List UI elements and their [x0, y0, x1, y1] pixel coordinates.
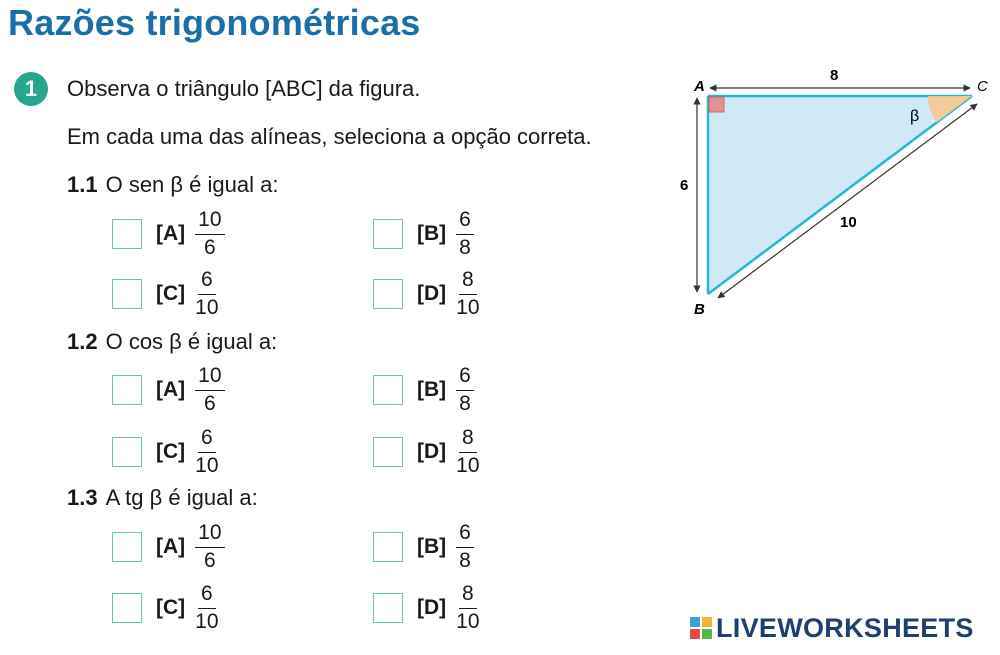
angle-beta-marker	[928, 96, 972, 122]
vertex-c-label: C	[977, 78, 988, 95]
side-ac-label: 8	[830, 67, 839, 84]
option-letter: [A]	[156, 535, 186, 558]
denominator: 8	[459, 236, 471, 259]
subquestion-text: O sen β é igual a:	[105, 172, 279, 197]
fraction	[456, 268, 479, 320]
denominator: 6	[203, 549, 216, 572]
checkbox[interactable]	[112, 279, 142, 309]
subquestion-1-3	[67, 485, 258, 511]
option-1-3-b[interactable]	[373, 517, 474, 577]
option-letter: [C]	[156, 282, 186, 305]
fraction	[195, 582, 218, 634]
option-letter: [B]	[417, 535, 447, 558]
side-ab-label: 6	[680, 177, 689, 194]
checkbox[interactable]	[373, 593, 403, 623]
option-1-1-d[interactable]	[373, 264, 480, 324]
logo-icon	[690, 617, 712, 641]
option-letter: [D]	[417, 596, 447, 619]
fraction	[195, 426, 218, 478]
side-bc-label: 10	[840, 214, 857, 231]
denominator: 6	[203, 236, 216, 259]
fraction	[195, 208, 224, 260]
fraction	[195, 521, 224, 573]
option-1-2-c[interactable]	[112, 422, 219, 482]
subquestion-1-1	[67, 172, 278, 198]
page-title: Razões trigonométricas	[8, 2, 421, 43]
option-letter: [B]	[417, 222, 447, 245]
checkbox[interactable]	[373, 375, 403, 405]
option-1-1-a[interactable]	[112, 204, 225, 264]
numerator: 6	[456, 208, 474, 235]
checkbox[interactable]	[112, 593, 142, 623]
subquestion-number: 1.2	[67, 329, 98, 354]
denominator: 10	[456, 454, 480, 477]
denominator: 6	[203, 392, 216, 415]
subquestion-number: 1.3	[67, 485, 98, 510]
option-1-3-a[interactable]	[112, 517, 225, 577]
numerator: 6	[456, 521, 474, 548]
numerator: 8	[459, 268, 477, 295]
numerator: 10	[195, 364, 224, 391]
angle-beta-label: β	[910, 108, 920, 125]
numerator: 8	[459, 426, 477, 453]
option-1-3-d[interactable]	[373, 578, 480, 638]
logo-text: LIVEWORKSHEETS	[716, 613, 974, 643]
numerator: 6	[198, 582, 216, 609]
numerator: 10	[195, 208, 224, 235]
denominator: 10	[195, 610, 219, 633]
checkbox[interactable]	[373, 532, 403, 562]
option-letter: [D]	[417, 282, 447, 305]
right-angle-marker	[709, 97, 724, 112]
option-letter: [D]	[417, 440, 447, 463]
option-letter: [B]	[417, 378, 447, 401]
checkbox[interactable]	[112, 437, 142, 467]
option-1-2-a[interactable]	[112, 360, 225, 420]
fraction	[456, 582, 479, 634]
fraction	[195, 268, 218, 320]
numerator: 8	[459, 582, 477, 609]
option-1-2-d[interactable]	[373, 422, 480, 482]
triangle-figure	[680, 58, 1000, 328]
checkbox[interactable]	[112, 532, 142, 562]
denominator: 8	[459, 392, 471, 415]
option-1-2-b[interactable]	[373, 360, 474, 420]
numerator: 6	[198, 268, 216, 295]
denominator: 8	[459, 549, 471, 572]
fraction	[456, 364, 474, 416]
denominator: 10	[195, 296, 219, 319]
option-1-1-c[interactable]	[112, 264, 219, 324]
fraction	[456, 426, 479, 478]
checkbox[interactable]	[112, 375, 142, 405]
subquestion-text: O cos β é igual a:	[105, 329, 278, 354]
denominator: 10	[456, 610, 480, 633]
subquestion-text: A tg β é igual a:	[105, 485, 258, 510]
question-instruction: Em cada uma das alíneas, seleciona a opção correta.	[67, 124, 592, 149]
option-letter: [A]	[156, 222, 186, 245]
option-letter: [C]	[156, 440, 186, 463]
numerator: 10	[195, 521, 224, 548]
subquestion-1-2	[67, 329, 277, 355]
denominator: 10	[195, 454, 219, 477]
checkbox[interactable]	[373, 279, 403, 309]
fraction	[456, 208, 474, 260]
vertex-a-label: A	[694, 78, 705, 95]
numerator: 6	[456, 364, 474, 391]
checkbox[interactable]	[373, 219, 403, 249]
subquestion-number: 1.1	[67, 172, 98, 197]
vertex-b-label: B	[694, 301, 705, 318]
fraction	[195, 364, 224, 416]
fraction	[456, 521, 474, 573]
numerator: 6	[198, 426, 216, 453]
option-1-3-c[interactable]	[112, 578, 219, 638]
question-intro: Observa o triângulo [ABC] da figura.	[67, 76, 421, 101]
liveworksheets-logo[interactable]	[690, 613, 974, 644]
question-number-badge: 1	[14, 72, 48, 106]
denominator: 10	[456, 296, 480, 319]
checkbox[interactable]	[373, 437, 403, 467]
option-1-1-b[interactable]	[373, 204, 474, 264]
option-letter: [C]	[156, 596, 186, 619]
option-letter: [A]	[156, 378, 186, 401]
checkbox[interactable]	[112, 219, 142, 249]
